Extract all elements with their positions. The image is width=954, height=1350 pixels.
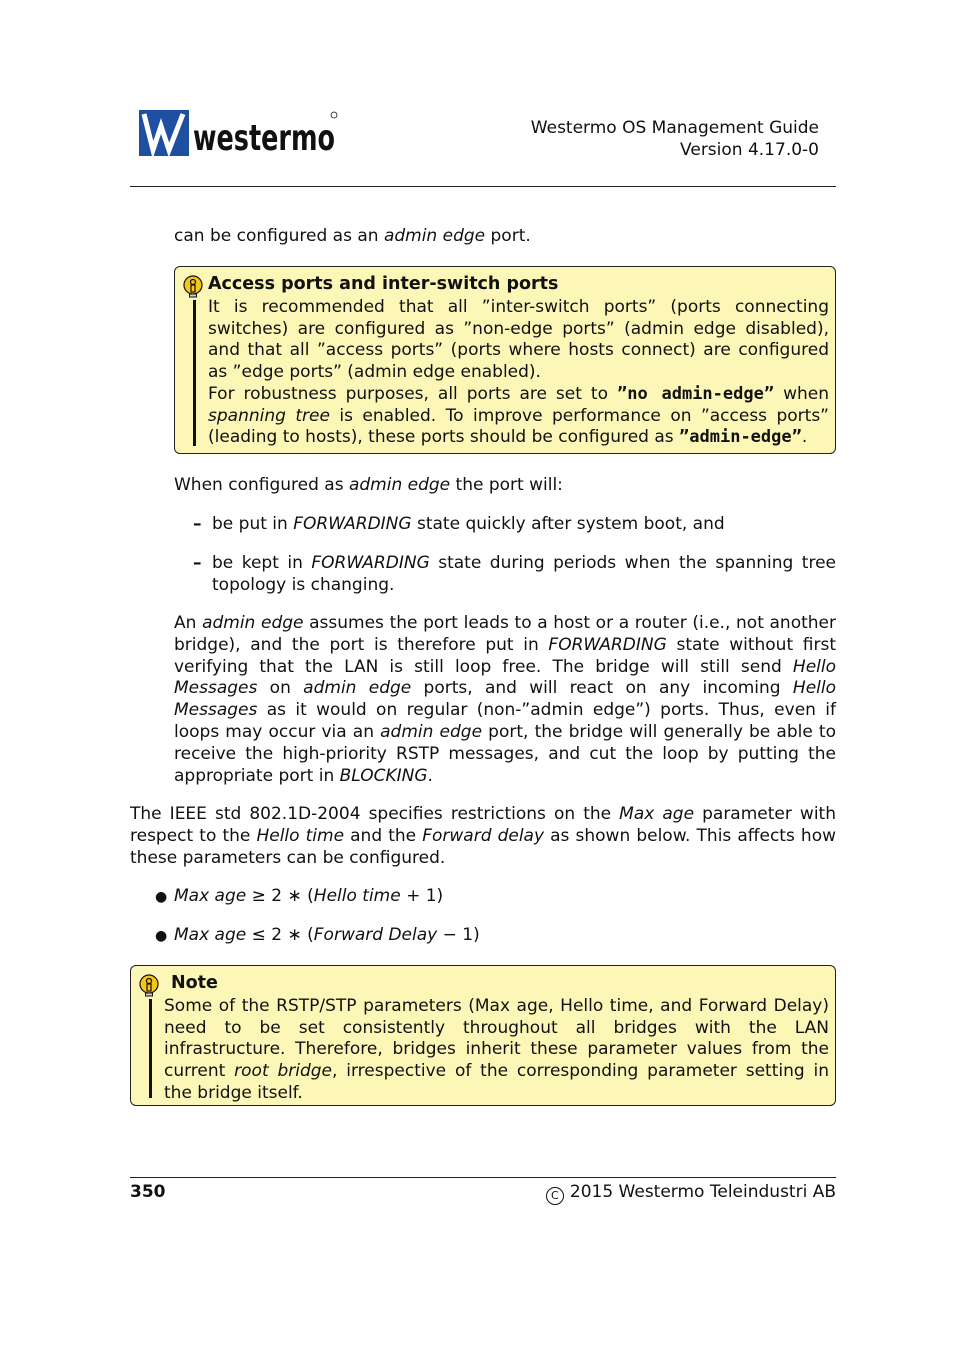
- callout-body: [208, 297, 829, 449]
- list-item: be kept in FORWARDING state during periods when the spanning tree topology is changing.: [212, 553, 836, 595]
- dash-marker: –: [193, 553, 202, 573]
- ieee-paragraph: The IEEE std 802.1D-2004 specifies restrictions on the Max age parameter with respect to the Hello time and the Forward delay as shown below. This affects how these parameters can be configured.: [130, 804, 837, 868]
- bullet-marker: ●: [155, 928, 168, 944]
- header-guide-info: [531, 117, 819, 161]
- info-bulb-icon: [183, 275, 203, 299]
- logo-wordmark: westermo: [193, 118, 335, 159]
- guide-title: Westermo OS Management Guide: [530, 118, 819, 138]
- callout-access-ports: [174, 266, 836, 454]
- westermo-logo: [139, 110, 339, 158]
- bullet-marker: ●: [155, 889, 168, 905]
- intro-text: can be configured as an admin edge port.: [174, 226, 531, 246]
- header-rule: [130, 186, 836, 187]
- copyright-symbol: C: [546, 1187, 564, 1205]
- dash-marker: –: [193, 514, 202, 534]
- guide-version: Version 4.17.0-0: [680, 140, 819, 160]
- formula-max-age-hello: Max age ≥ 2 ∗ (Hello time + 1): [174, 886, 444, 906]
- admin-edge-paragraph: An admin edge assumes the port leads to a host or a router (i.e., not another bridge), and the port is therefore put in FORWARDING state without first verifying that the LAN is still loop free. The bridge will still send Hello Messages on admin edge ports, and will react on any incoming Hello Messages as it would on regular (non-”admin edge”) ports. Thus, even if loops may occur via an admin edge port, the bridge will generally be able to receive the high-priority RSTP messages, and cut the loop by putting the appropriate port in BLOCKING.: [174, 613, 837, 786]
- callout-bar: [149, 999, 152, 1098]
- info-bulb-icon: [139, 974, 159, 998]
- note-title: Note: [171, 973, 218, 993]
- callout-title: Access ports and inter-switch ports: [208, 274, 559, 294]
- callout-paragraph-1: It is recommended that all ”inter-switch ports” (ports connecting switches) are configured as ”non-edge ports” (admin edge disabled), and that all ”access ports” (ports where hosts connect) are configured as ”edge ports” (admin edge enabled).: [208, 297, 829, 383]
- note-body: Some of the RSTP/STP parameters (Max age, Hello time, and Forward Delay) need to be set consistently throughout all bridges with the LAN infrastructure. Therefore, bridges inherit these parameter values from the current root bridge, irrespective of the corresponding parameter setting in the bridge itself.: [164, 996, 830, 1103]
- callout-bar: [193, 300, 196, 446]
- list-item: be put in FORWARDING state quickly after system boot, and: [212, 514, 725, 534]
- callout-paragraph-2: For robustness purposes, all ports are set to ”no admin-edge” when spanning tree is enabled. To improve performance on ”access ports” (leading to hosts), these ports should be configured as ”admin-edge”.: [208, 383, 829, 448]
- page-number: 350: [130, 1182, 166, 1202]
- when-configured-text: When configured as admin edge the port will:: [174, 475, 563, 495]
- callout-note: [130, 965, 836, 1106]
- copyright: C 2015 Westermo Teleindustri AB: [546, 1182, 836, 1205]
- footer-rule: [130, 1177, 836, 1178]
- formula-max-age-forward: Max age ≤ 2 ∗ (Forward Delay − 1): [174, 925, 480, 945]
